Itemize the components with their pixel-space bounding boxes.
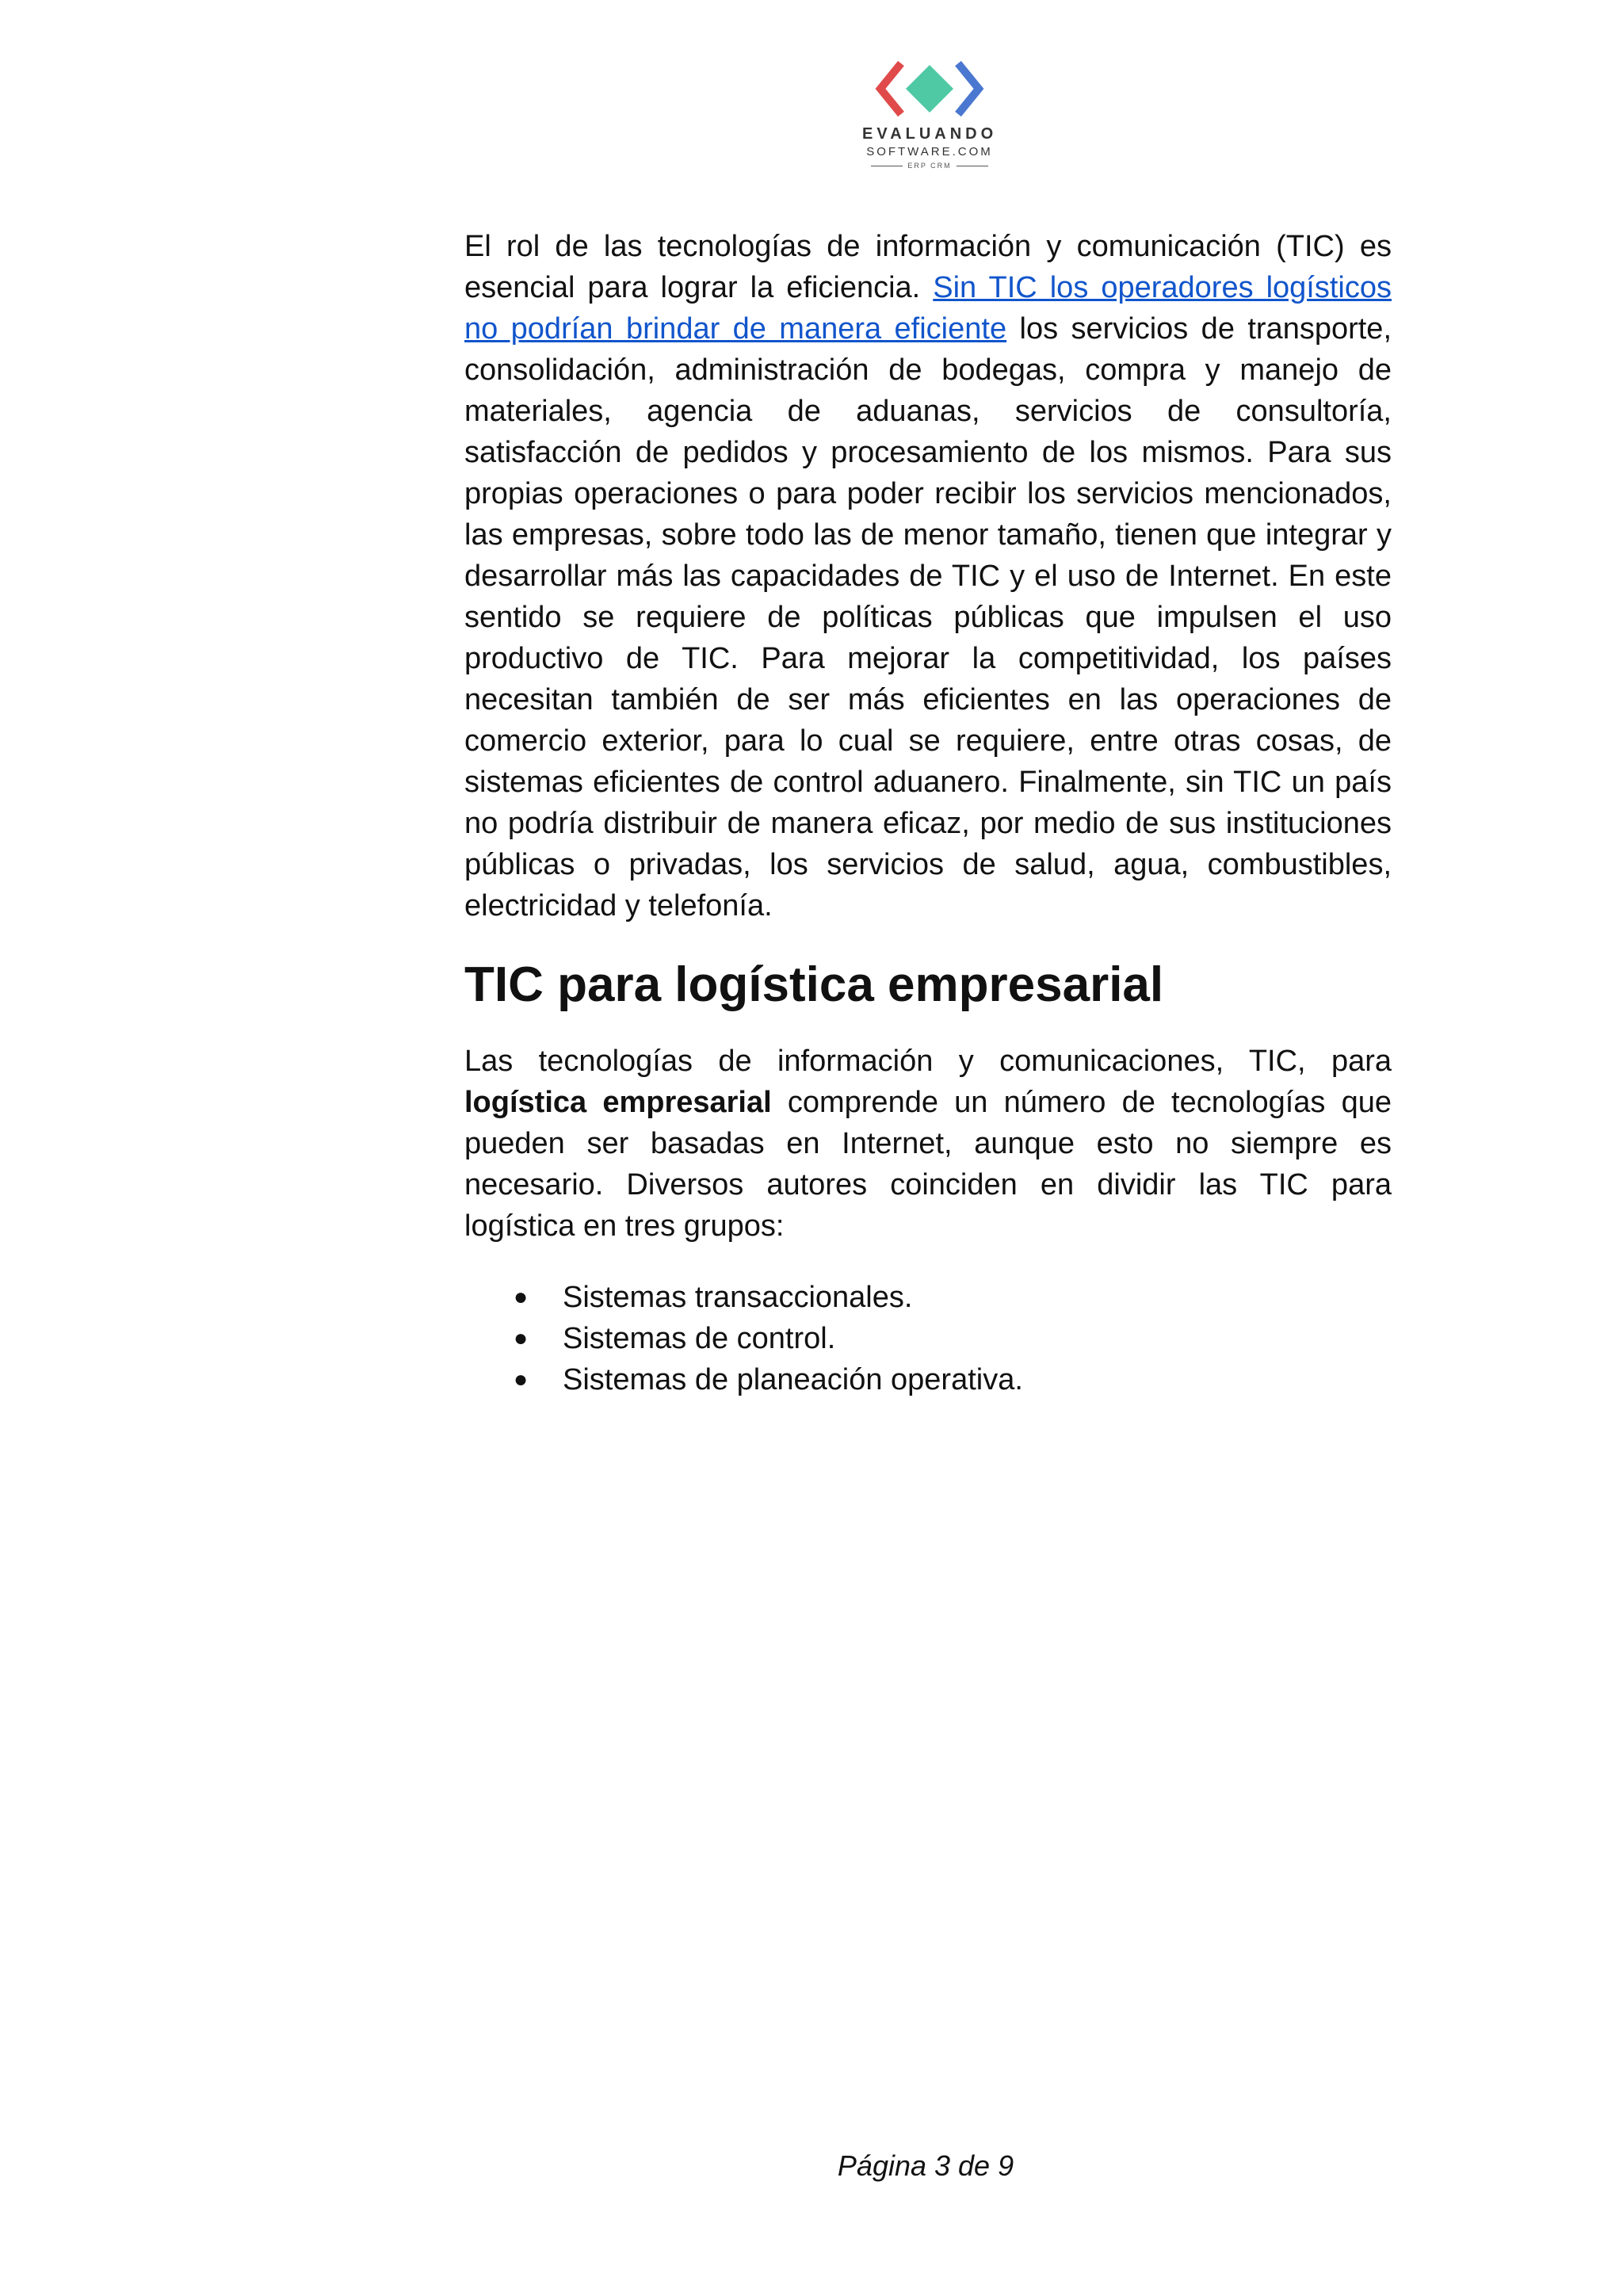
tic-groups-list — [464, 1277, 1392, 1400]
bullet-icon: ● — [514, 1366, 529, 1392]
list-item — [464, 1359, 1392, 1400]
list-item-text: Sistemas transaccionales. — [563, 1281, 913, 1314]
paragraph-text: Las tecnologías de información y comunicaciones, TIC, para — [464, 1045, 1392, 1078]
list-item — [464, 1277, 1392, 1318]
logo-diamond-icon — [874, 59, 985, 119]
paragraph-text: comprende un número de tecnologías que pueden ser basadas en Internet, aunque esto no siempre es necesario. Diversos autores coinciden en dividir las TIC para logística en tres grupos: — [464, 1086, 1392, 1243]
logo-domain: SOFTWARE.COM — [866, 145, 993, 159]
list-item-text: Sistemas de control. — [563, 1322, 836, 1355]
section-heading: TIC para logística empresarial — [464, 957, 1164, 1012]
logo-left-chevron — [880, 63, 901, 114]
evaluando-software-logo — [862, 59, 997, 170]
document-body — [464, 226, 1392, 1400]
page-number: Página 3 de 9 — [837, 2149, 1014, 2182]
logo-tag-text: ERP CRM — [907, 162, 952, 170]
paragraph-text: los servicios de transporte, consolidación, administración de bodegas, compra y manejo de materiales, agencia de aduanas, servicios de consultoría, satisfacción de pedidos y procesamiento de los mismos. Para sus propias operaciones o para poder recibir los servicios mencionados, las empresas, sobre todo las de menor tamaño, tienen que integrar y desarrollar más las capacidades de TIC y el uso de Internet. En este sentido se requiere de políticas públicas que impulsen el uso productivo de TIC. Para mejorar la competitividad, los países necesitan también de ser más eficientes en las operaciones de comercio exterior, para lo cual se requiere, entre otras cosas, de sistemas eficientes de control aduanero. Finalmente, sin TIC un país no podría distribuir de manera eficaz, por medio de sus instituciones públicas o privadas, los servicios de salud, agua, combustibles, electricidad y telefonía. — [464, 312, 1392, 923]
operators-logistics-link[interactable]: Sin TIC los operadores logísticos no podrían brindar de manera eficiente — [464, 271, 1392, 346]
logo-tagline — [862, 162, 997, 170]
bold-term: logística empresarial — [464, 1086, 772, 1119]
paragraph-tic-efficiency — [464, 226, 1392, 926]
bullet-icon: ● — [514, 1325, 529, 1351]
logo-right-chevron — [958, 63, 979, 114]
paragraph-text: El rol de las tecnologías de información y comunicación (TIC) es esencial para lograr la eficiencia. — [464, 230, 1392, 304]
paragraph-business-logistics — [464, 1041, 1392, 1247]
list-item — [464, 1318, 1392, 1359]
logo-name: EVALUANDO — [862, 125, 998, 143]
logo-center-diamond — [906, 65, 953, 113]
list-item-text: Sistemas de planeación operativa. — [563, 1363, 1023, 1396]
bullet-icon: ● — [514, 1284, 529, 1310]
